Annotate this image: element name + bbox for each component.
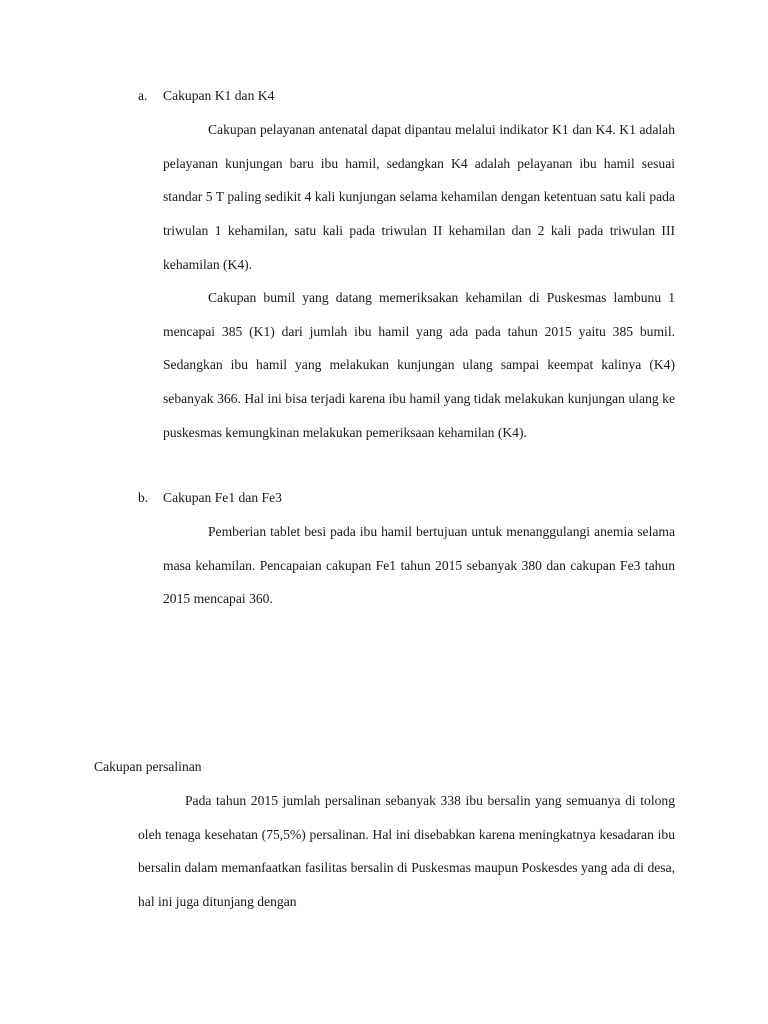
list-item-b-title: Cakupan Fe1 dan Fe3 <box>163 490 282 505</box>
list-item-b-heading <box>0 490 768 510</box>
list-marker-b: b. <box>138 490 149 505</box>
paragraph-persalinan: Pada tahun 2015 jumlah persalinan sebanyak 338 ibu bersalin yang semuanya di tolong oleh tenaga kesehatan (75,5%) persalinan. Hal ini disebabkan karena meningkatnya kesadaran ibu bersalin dalam memanfaatkan fasilitas bersalin di Puskesmas maupun Poskesdes yang ada di desa, hal ini juga ditunjang dengan <box>138 793 675 909</box>
paragraph-k1-k4-definition: Cakupan pelayanan antenatal dapat dipantau melalui indikator K1 dan K4. K1 adalah pelayanan kunjungan baru ibu hamil, sedangkan K4 adalah pelayanan ibu hamil sesuai standar 5 T paling sedikit 4 kali kunjungan selama kehamilan dengan ketentuan satu kali pada triwulan 1 kehamilan, satu kali pada triwulan II kehamilan dan 2 kali pada triwulan III kehamilan (K4). <box>163 122 675 272</box>
list-marker-a: a. <box>138 88 148 103</box>
paragraph-fe1-fe3: Pemberian tablet besi pada ibu hamil bertujuan untuk menanggulangi anemia selama masa kehamilan. Pencapaian cakupan Fe1 tahun 2015 sebanyak 380 dan cakupan Fe3 tahun 2015 mencapai 360. <box>163 524 675 607</box>
list-item-a-title: Cakupan K1 dan K4 <box>163 88 275 103</box>
paragraph-k1-k4-coverage: Cakupan bumil yang datang memeriksakan kehamilan di Puskesmas lambunu 1 mencapai 385 (K1) dari jumlah ibu hamil yang ada pada tahun 2015 yaitu 385 bumil. Sedangkan ibu hamil yang melakukan kunjungan ulang sampai keempat kalinya (K4) sebanyak 366. Hal ini bisa terjadi karena ibu hamil yang tidak melakukan kunjungan ulang ke puskesmas kemungkinan melakukan pemeriksaan kehamilan (K4). <box>163 290 675 440</box>
list-item-a-heading <box>0 88 768 108</box>
section-title: Cakupan persalinan <box>94 759 202 774</box>
